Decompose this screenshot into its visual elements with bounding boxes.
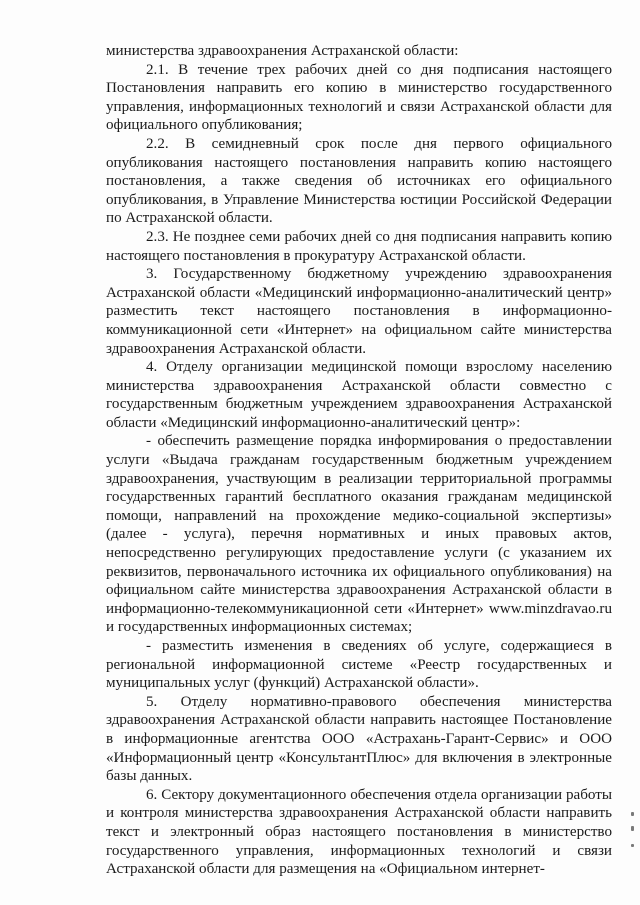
paragraph-4: 4. Отделу организации медицинской помощи взрослому населению министерства здравоохранения Астраханской области совместно с государственным бюджетным учреждением здравоохранения Астраханской области «Медицинский информационно-аналитический центр»: [106, 359, 612, 431]
paragraph-3: 3. Государственному бюджетному учреждению здравоохранения Астраханской области «Медицинский информационно-аналитический центр» разместить текст настоящего постановления в информационно-коммуникационной сети «Интернет» на официальном сайте министерства здравоохранения Астраханской области. [106, 266, 612, 357]
paragraph-5: 5. Отделу нормативно-правового обеспечения министерства здравоохранения Астраханской области направить настоящее Постановление в информационные агентства ООО «Астрахань-Гарант-Сервис» и ООО «Информационный центр «КонсультантПлюс» для включения в электронные базы данных. [106, 693, 612, 785]
paragraph-2-1: 2.1. В течение трех рабочих дней со дня подписания настоящего Постановления направить его копию в министерство государственного управления, информационных технологий и связи Астраханской области для официального опубликования; [106, 61, 612, 134]
paragraph-6: 6. Сектору документационного обеспечения отдела организации работы и контроля министерства здравоохранения Астраханской области направить текст и электронный образ настоящего постановления в министерство государственного управления, информационных технологий и связи Астраханской области для размещения на «Официальном интернет- [106, 786, 612, 878]
paragraph-4-item-2: - разместить изменения в сведениях об услуге, содержащиеся в региональной информационной системе «Реестр государственных и муниципальных услуг (функций) Астраханской области». [106, 638, 612, 692]
paragraph-continuation: министерства здравоохранения Астраханской области: [106, 43, 459, 59]
paragraph-2-3: 2.3. Не позднее семи рабочих дней со дня подписания направить копию настоящего постановления в прокуратуру Астраханской области. [106, 228, 612, 264]
scan-edge-mark [631, 826, 634, 831]
paragraph-4-item-1: - обеспечить размещение порядка информирования о предоставлении услуги «Выдача гражданам государственным бюджетным учреждением здравоохранения, участвующим в реализации территориальной программы государственных гарантий бесплатного оказания гражданам медицинской помощи, направлений на прохождение медико-социальной экспертизы» (далее - услуга), перечня нормативных и иных правовых актов, непосредственно регулирующих предоставление услуги (с указанием их реквизитов, первоначального источника их официального опубликования) на официальном сайте министерства здравоохранения Астраханской области в информационно-телекоммуникационной сети «Интернет» www.minzdravao.ru и государственных информационных системах; [106, 433, 612, 636]
paragraph-2-2: 2.2. В семидневный срок после дня первого официального опубликования настоящего постановления направить копию настоящего постановления, а также сведения об источниках его официального опубликования, в Управление Министерства юстиции Российской Федерации по Астраханской области. [106, 135, 612, 227]
scan-edge-mark [631, 844, 634, 847]
scan-edge-mark [631, 812, 634, 816]
document-body [106, 42, 612, 879]
